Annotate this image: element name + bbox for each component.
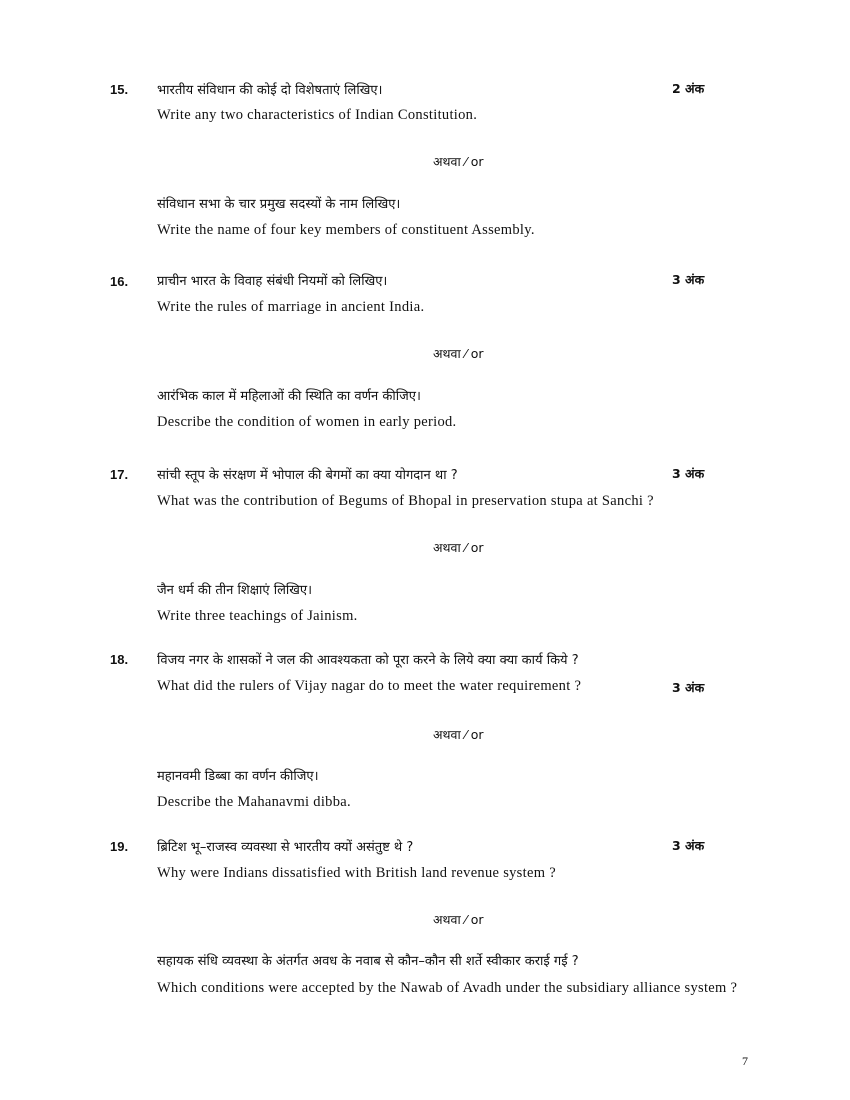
question-hindi: भारतीय संविधान की कोई दो विशेषताएं लिखिए। bbox=[157, 83, 383, 98]
question-english: Write any two characteristics of Indian Constitution. bbox=[157, 107, 478, 123]
or-divider: अथवा ⁄ or bbox=[433, 540, 484, 555]
marks-label: 2 अंक bbox=[672, 81, 705, 96]
marks-label: 3 अंक bbox=[672, 838, 705, 853]
question-number: 19. bbox=[110, 839, 129, 854]
question-hindi: प्राचीन भारत के विवाह संबंधी नियमों को लिखिए। bbox=[157, 274, 388, 289]
question-hindi: ब्रिटिश भू–राजस्व व्यवस्था से भारतीय क्यों असंतुष्ट थे ? bbox=[157, 840, 414, 855]
marks-label: 3 अंक bbox=[672, 272, 705, 287]
alternate-question-hindi: महानवमी डिब्बा का वर्णन कीजिए। bbox=[157, 769, 319, 784]
question-english: What was the contribution of Begums of Bhopal in preservation stupa at Sanchi ? bbox=[157, 493, 654, 509]
question-english: What did the rulers of Vijay nagar do to meet the water requirement ? bbox=[157, 678, 582, 694]
alternate-question-hindi: संविधान सभा के चार प्रमुख सदस्यों के नाम लिखिए। bbox=[157, 197, 401, 212]
question-number: 15. bbox=[110, 82, 129, 97]
alternate-question-hindi: जैन धर्म की तीन शिक्षाएं लिखिए। bbox=[157, 583, 313, 598]
question-number: 16. bbox=[110, 274, 129, 289]
or-divider: अथवा ⁄ or bbox=[433, 912, 484, 927]
alternate-question-english: Which conditions were accepted by the Nawab of Avadh under the subsidiary alliance system ? bbox=[157, 980, 738, 996]
or-divider: अथवा ⁄ or bbox=[433, 154, 484, 169]
question-english: Write the rules of marriage in ancient India. bbox=[157, 299, 425, 315]
question-hindi: सांची स्तूप के संरक्षण में भोपाल की बेगमों का क्या योगदान था ? bbox=[157, 468, 458, 483]
question-english: Why were Indians dissatisfied with British land revenue system ? bbox=[157, 865, 556, 881]
alternate-question-english: Write three teachings of Jainism. bbox=[157, 608, 358, 624]
alternate-question-english: Write the name of four key members of constituent Assembly. bbox=[157, 222, 535, 238]
alternate-question-hindi: सहायक संधि व्यवस्था के अंतर्गत अवध के नवाब से कौन–कौन सी शर्ते स्वीकार कराई गई ? bbox=[157, 954, 579, 969]
marks-label: 3 अंक bbox=[672, 680, 705, 695]
alternate-question-hindi: आरंभिक काल में महिलाओं की स्थिति का वर्णन कीजिए। bbox=[157, 389, 421, 404]
marks-label: 3 अंक bbox=[672, 466, 705, 481]
question-number: 17. bbox=[110, 467, 129, 482]
question-hindi: विजय नगर के शासकों ने जल की आवश्यकता को पूरा करने के लिये क्या क्या कार्य किये ? bbox=[157, 653, 579, 668]
or-divider: अथवा ⁄ or bbox=[433, 727, 484, 742]
alternate-question-english: Describe the condition of women in early period. bbox=[157, 414, 457, 430]
or-divider: अथवा ⁄ or bbox=[433, 346, 484, 361]
page-number: 7 bbox=[742, 1054, 748, 1068]
question-number: 18. bbox=[110, 652, 129, 667]
alternate-question-english: Describe the Mahanavmi dibba. bbox=[157, 794, 351, 810]
